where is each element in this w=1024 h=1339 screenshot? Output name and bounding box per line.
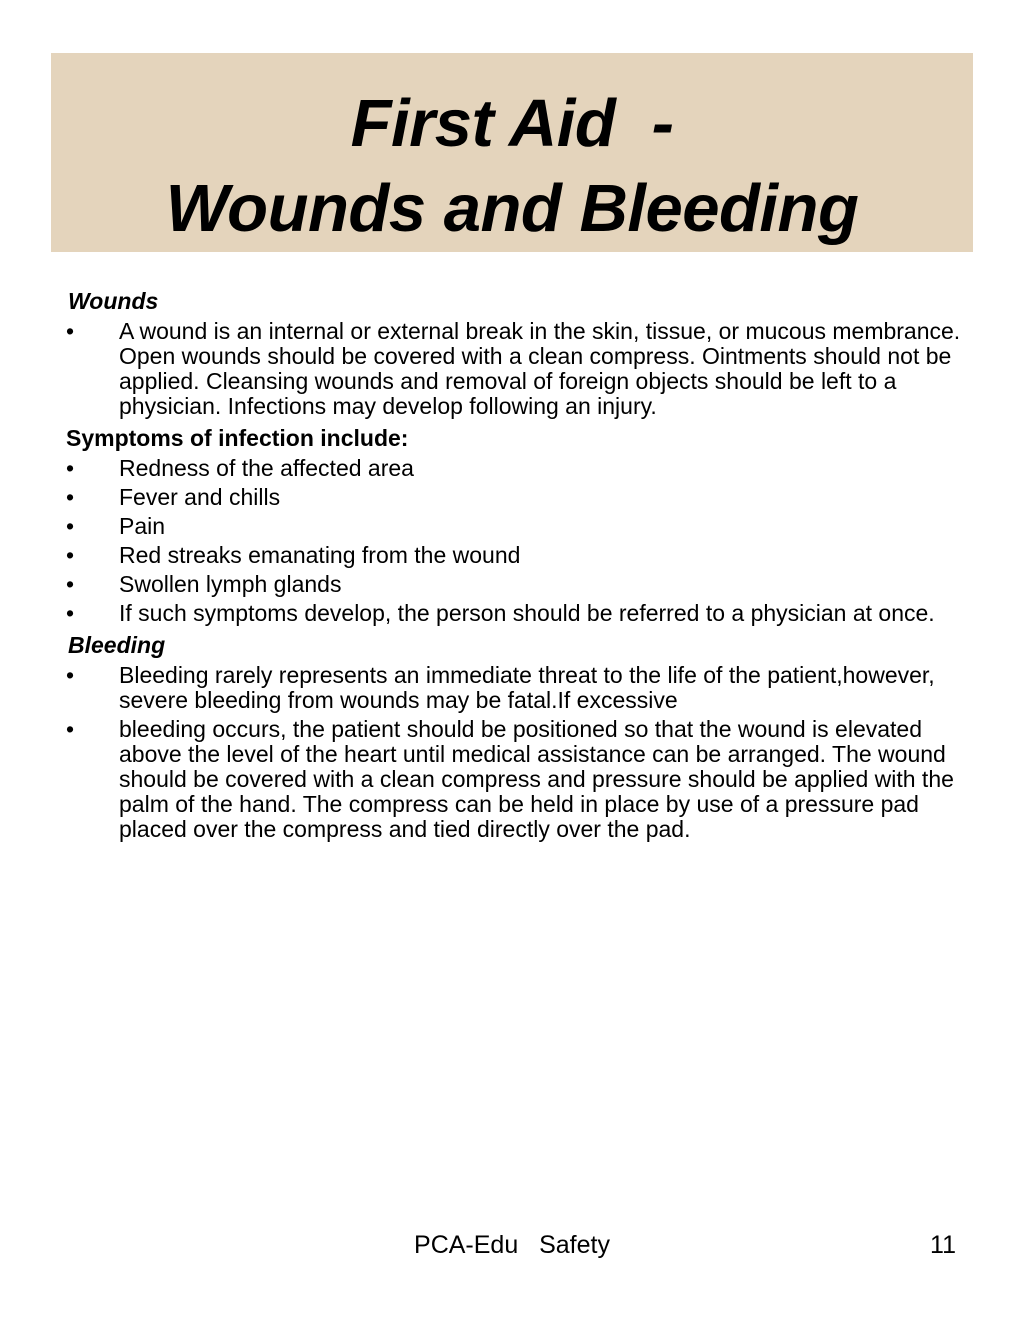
list-item-text: If such symptoms develop, the person should be referred to a physician at once. <box>119 600 935 626</box>
title-line-2: Wounds and Bleeding <box>165 171 859 246</box>
list-item-text: Pain <box>119 513 166 539</box>
wounds-heading: Wounds <box>68 288 159 314</box>
list-item <box>66 456 966 481</box>
footer-label: PCA-Edu Safety <box>414 1231 610 1259</box>
page-number: 11 <box>930 1231 956 1259</box>
list-item-text: Redness of the affected area <box>119 455 414 481</box>
bullet-icon: • <box>66 571 75 597</box>
title-banner <box>51 53 973 252</box>
list-item <box>66 485 966 510</box>
list-item <box>66 663 966 713</box>
list-item-text: Fever and chills <box>119 484 281 510</box>
bullet-icon: • <box>66 662 75 688</box>
bullet-icon: • <box>66 513 75 539</box>
slide-content <box>66 286 966 846</box>
bullet-icon: • <box>66 484 75 510</box>
bullet-icon: • <box>66 716 75 742</box>
list-item-text: Bleeding rarely represents an immediate threat to the life of the patient,however, severe bleeding from wounds may be fatal.If excessive <box>119 662 935 713</box>
bullet-icon: • <box>66 542 75 568</box>
list-item <box>66 543 966 568</box>
title-line-1: First Aid - <box>350 86 674 161</box>
symptoms-heading: Symptoms of infection include: <box>66 425 409 451</box>
bullet-icon: • <box>66 600 75 626</box>
list-item <box>66 572 966 597</box>
list-item <box>66 514 966 539</box>
bullet-icon: • <box>66 318 75 344</box>
bleeding-heading: Bleeding <box>68 632 166 658</box>
list-item <box>66 601 966 626</box>
list-item <box>66 717 966 842</box>
list-item-text: bleeding occurs, the patient should be positioned so that the wound is elevated above the level of the heart until medical assistance can be arranged. The wound should be covered with a clean compress and pressure should be applied with the palm of the hand. The compress can be held in place by use of a pressure pad placed over the compress and tied directly over the pad. <box>119 716 954 842</box>
list-item-text: Red streaks emanating from the wound <box>119 542 521 568</box>
bullet-icon: • <box>66 455 75 481</box>
list-item-text: A wound is an internal or external break in the skin, tissue, or mucous membrance. Open wounds should be covered with a clean compress. Ointments should not be applied. Cleansing wounds and removal of foreign objects should be left to a physician. Infections may develop following an injury. <box>119 318 961 419</box>
list-item <box>66 319 966 419</box>
list-item-text: Swollen lymph glands <box>119 571 342 597</box>
